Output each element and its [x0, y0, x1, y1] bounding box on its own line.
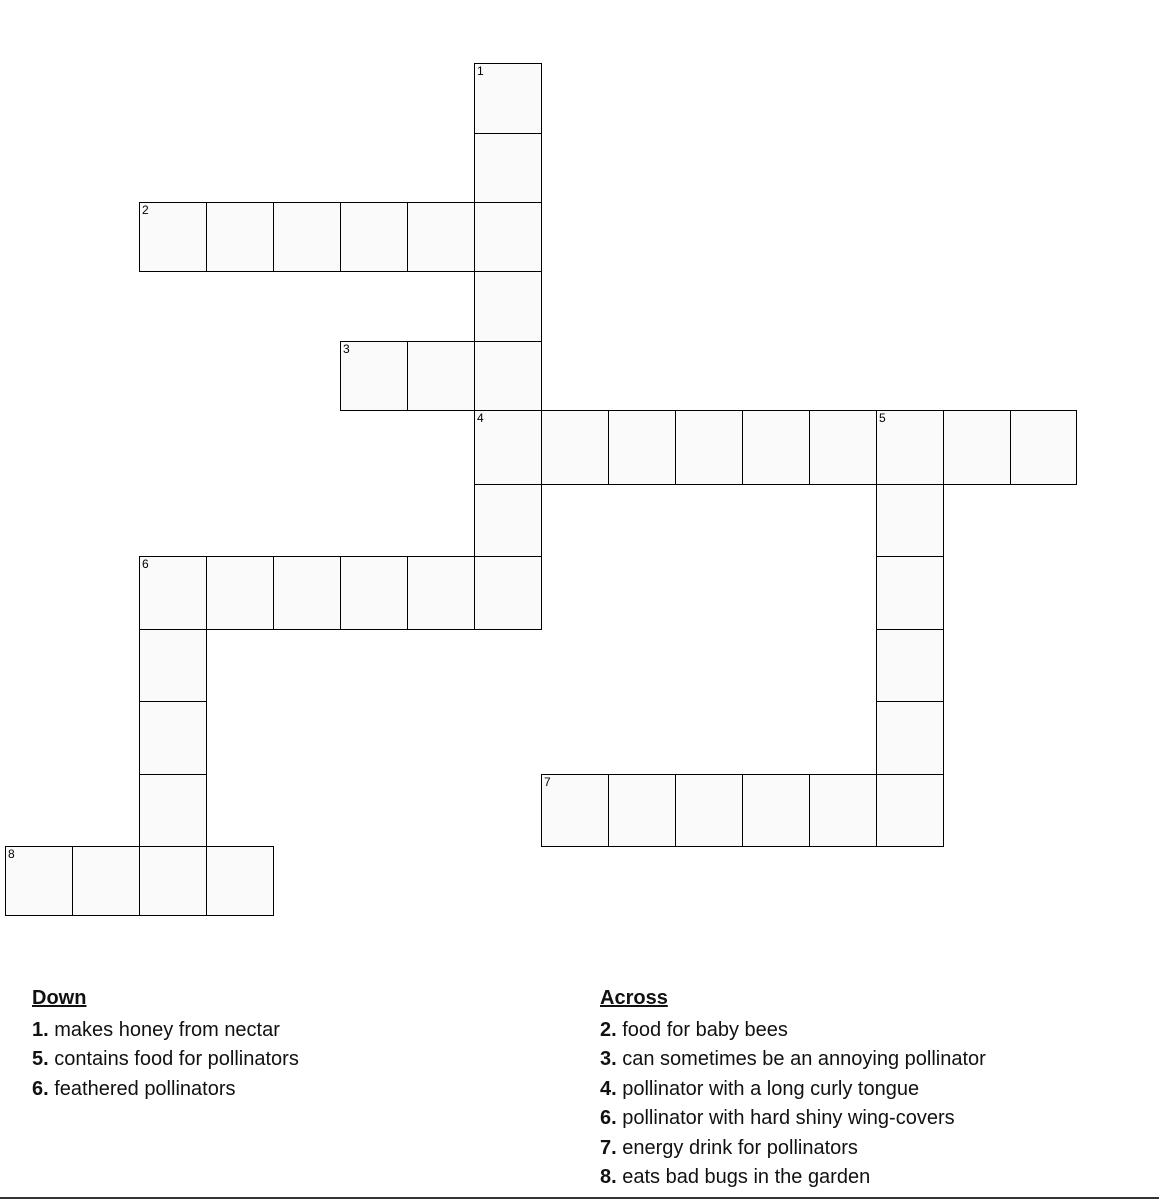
crossword-cell[interactable] — [876, 774, 944, 847]
crossword-cell[interactable] — [474, 133, 542, 203]
bottom-rule — [0, 1197, 1159, 1199]
crossword-cell[interactable] — [340, 556, 408, 630]
across-clue — [600, 1104, 986, 1134]
cell-number: 7 — [544, 775, 551, 789]
clue-number: 3. — [600, 1048, 617, 1070]
crossword-cell[interactable] — [876, 629, 944, 702]
across-clue — [600, 1075, 986, 1105]
cell-number: 5 — [879, 411, 886, 425]
cell-number: 2 — [142, 203, 149, 217]
crossword-cell[interactable] — [206, 556, 274, 630]
clue-number: 1. — [32, 1018, 49, 1041]
crossword-cell[interactable] — [139, 846, 207, 916]
cell-number: 1 — [477, 64, 484, 78]
crossword-cell[interactable] — [742, 410, 810, 485]
crossword-cell[interactable] — [206, 846, 274, 916]
crossword-cell[interactable] — [876, 484, 944, 557]
across-clues — [600, 984, 986, 1193]
crossword-cell[interactable] — [541, 410, 609, 485]
crossword-cell[interactable] — [608, 410, 676, 485]
cell-number: 8 — [8, 847, 15, 861]
clue-text: can sometimes be an annoying pollinator — [616, 1048, 986, 1070]
across-clue — [600, 1134, 986, 1164]
crossword-cell[interactable] — [273, 556, 341, 630]
clue-number: 6. — [32, 1077, 49, 1100]
across-heading: Across — [600, 987, 668, 1009]
across-clue — [600, 1045, 986, 1075]
clue-number: 2. — [600, 1018, 617, 1041]
crossword-cell[interactable] — [474, 410, 542, 485]
down-clue — [32, 1016, 299, 1046]
crossword-cell[interactable] — [407, 556, 475, 630]
crossword-cell[interactable] — [206, 202, 274, 272]
crossword-cell[interactable] — [5, 846, 73, 916]
crossword-cell[interactable] — [675, 774, 743, 847]
crossword-cell[interactable] — [340, 202, 408, 272]
down-heading: Down — [32, 987, 87, 1009]
cell-number: 4 — [477, 411, 484, 425]
clue-number: 8. — [600, 1166, 617, 1188]
crossword-cell[interactable] — [72, 846, 140, 916]
crossword-cell[interactable] — [407, 202, 475, 272]
crossword-cell[interactable] — [943, 410, 1011, 485]
crossword-cell[interactable] — [474, 202, 542, 272]
crossword-cell[interactable] — [876, 701, 944, 775]
crossword-cell[interactable] — [139, 629, 207, 702]
clue-text: contains food for pollinators — [48, 1048, 299, 1070]
across-clue — [600, 1016, 986, 1046]
clue-number: 6. — [600, 1107, 617, 1129]
crossword-cell[interactable] — [876, 410, 944, 485]
clue-text: feathered pollinators — [48, 1077, 236, 1100]
crossword-cell[interactable] — [139, 556, 207, 630]
clue-text: makes honey from nectar — [48, 1018, 280, 1041]
crossword-cell[interactable] — [809, 774, 877, 847]
crossword-cell[interactable] — [273, 202, 341, 272]
crossword-cell[interactable] — [139, 701, 207, 775]
crossword-cell[interactable] — [876, 556, 944, 630]
crossword-cell[interactable] — [407, 341, 475, 411]
clue-text: pollinator with a long curly tongue — [616, 1077, 920, 1100]
down-clue — [32, 1075, 299, 1105]
crossword-cell[interactable] — [474, 63, 542, 134]
down-clues — [32, 984, 299, 1104]
crossword-cell[interactable] — [474, 484, 542, 557]
crossword-cell[interactable] — [1010, 410, 1077, 485]
crossword-cell[interactable] — [139, 202, 207, 272]
crossword-cell[interactable] — [474, 271, 542, 342]
crossword-cell[interactable] — [742, 774, 810, 847]
clue-text: pollinator with hard shiny wing-covers — [616, 1107, 955, 1129]
clue-text: energy drink for pollinators — [616, 1136, 858, 1159]
clue-text: eats bad bugs in the garden — [616, 1166, 871, 1188]
crossword-cell[interactable] — [675, 410, 743, 485]
down-clue — [32, 1045, 299, 1075]
cell-number: 3 — [343, 342, 350, 356]
clue-number: 7. — [600, 1136, 617, 1159]
crossword-cell[interactable] — [474, 341, 542, 411]
across-clue — [600, 1163, 986, 1193]
crossword-cell[interactable] — [474, 556, 542, 630]
crossword-cell[interactable] — [608, 774, 676, 847]
crossword-cell[interactable] — [809, 410, 877, 485]
cell-number: 6 — [142, 557, 149, 571]
clue-number: 5. — [32, 1048, 49, 1070]
crossword-cell[interactable] — [340, 341, 408, 411]
crossword-cell[interactable] — [139, 774, 207, 847]
crossword-cell[interactable] — [541, 774, 609, 847]
clue-number: 4. — [600, 1077, 617, 1100]
clue-text: food for baby bees — [616, 1018, 788, 1041]
